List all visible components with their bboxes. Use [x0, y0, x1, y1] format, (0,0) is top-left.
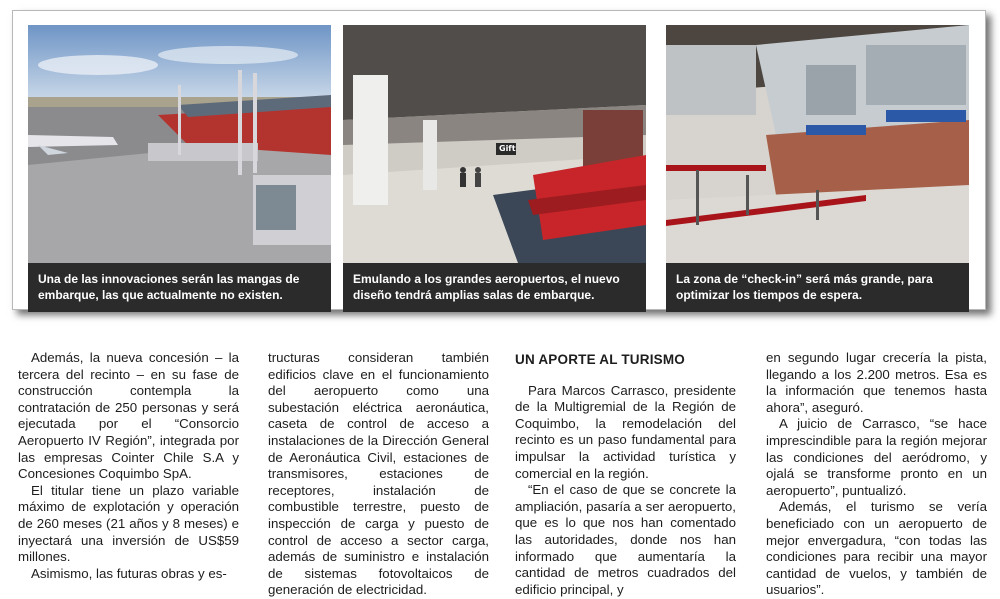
caption-jet-bridges: Una de las innovaciones serán las mangas de embarque, las que actualmente no existen. — [28, 263, 331, 312]
paragraph: El titular tiene un plazo variable máximo de explotación y operación de 260 meses (21 años y 8 meses) e inyectará una inversión de US$59 millones. — [18, 482, 239, 565]
caption-boarding-lounge: Emulando a los grandes aeropuertos, el nuevo diseño tendrá amplias salas de embarque. — [343, 263, 646, 312]
boarding-lounge-render — [343, 25, 646, 263]
paragraph: Además, la nueva concesión – la tercera del recinto – en su fase de construcción contempla la contratación de 250 personas y será ejecutada por el “Consorcio Aeropuerto IV Región”, integrada por las empresas Cointer Chile S.A y Concesiones Coquimbo SpA. — [18, 350, 239, 482]
article-column-1 — [18, 350, 239, 582]
paragraph: “En el caso de que se concrete la ampliación, pasaría a ser aeropuerto, que es lo que nos han comentado las autoridades, donde nos han informado que aumentaría la cantidad de metros cuadrados del edificio principal, y — [515, 482, 736, 597]
article-column-2 — [268, 350, 489, 599]
photo-check-in — [666, 25, 969, 312]
paragraph: Para Marcos Carrasco, presidente de la Multigremial de la Región de Coquimbo, la remodelación del recinto es un paso fundamental para impulsar la actividad turística y comercial en la región. — [515, 382, 736, 481]
section-heading: UN APORTE AL TURISMO — [515, 352, 686, 367]
check-in-render — [666, 25, 969, 263]
jet-bridge-render — [28, 25, 331, 263]
gift-shop-sign: Gift — [499, 144, 516, 153]
paragraph: A juicio de Carrasco, “se hace imprescindible para la región mejorar las condiciones del aeródromo, y ojalá se transforme pronto en un aeropuerto”, puntualizó. — [766, 416, 987, 498]
photo-jet-bridges — [28, 25, 331, 312]
paragraph: tructuras consideran también edificios clave en el funcionamiento del aeropuerto como una subestación eléctrica aeronáutica, caseta de control de acceso a instalaciones de la Dirección General de Aeronáutica Civil, estaciones de transmisores, estaciones de receptores, instalación de combustible terrestre, puesto de inspección de carga y puesto de control de acceso a sector carga, además de suministro e instalación de sistemas fotovoltaicos de generación de electricidad. — [268, 350, 489, 598]
paragraph: Asimismo, las futuras obras y es- — [31, 565, 227, 581]
photo-panel — [12, 10, 986, 310]
paragraph: Además, el turismo se vería beneficiado con un aeropuerto de mejor envergadura, “con todas las condiciones para recibir una mayor cantidad de vuelos, y también de usuarios”. — [766, 499, 987, 598]
article-column-4 — [766, 350, 987, 599]
paragraph: en segundo lugar crecería la pista, llegando a los 2.200 metros. Esa es la información que tenemos hasta ahora”, aseguró. — [766, 350, 987, 415]
photo-boarding-lounge — [343, 25, 646, 312]
caption-check-in: La zona de “check-in” será más grande, para optimizar los tiempos de espera. — [666, 263, 969, 312]
article-column-3 — [515, 350, 736, 598]
